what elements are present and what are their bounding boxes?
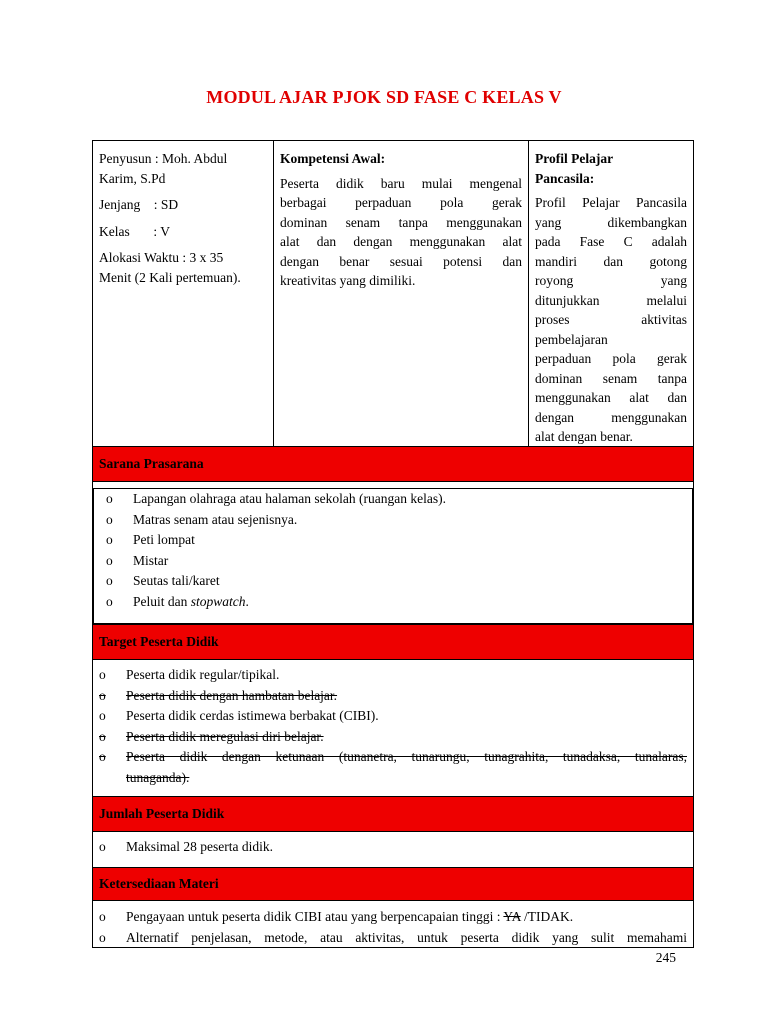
list-item: o Pengayaan untuk peserta didik CIBI atau yang berpencapaian tinggi : YA /TIDAK. (99, 909, 574, 924)
document-title: MODUL AJAR PJOK SD FASE C KELAS V (206, 87, 562, 107)
material-availability-list (93, 907, 693, 948)
student-count-list (93, 837, 693, 867)
class: Kelas : V (99, 223, 170, 239)
level: Jenjang : SD (99, 197, 179, 212)
list-item-struck: o Peserta didik dengan ketunaan (tunanetra, tunarungu, tunagrahita, tunadaksa, tunalaras, tunaganda). (99, 749, 687, 785)
list-item: o Alternatif penjelasan, metode, atau aktivitas, untuk peserta didik yang sulit memahami (99, 929, 687, 945)
pancasila-profile-text: Profil Pelajar Pancasila yang dikembangkan pada Fase C adalah mandiri dan gotong royong yang ditunjukkan melalui proses aktivitas pembelajaran perpaduan pola gerak dominan senam tanpa menggunakan alat dan dengan menggunakan alat dengan benar. (535, 195, 687, 444)
list-item: o Mistar (106, 552, 169, 568)
list-item: o Matras senam atau sejenisnya. (106, 511, 298, 527)
list-item: o Peserta didik cerdas istimewa berbakat (CIBI). (99, 708, 379, 723)
facilities-header: Sarana Prasarana (93, 446, 693, 482)
identity-row (93, 141, 693, 446)
facilities-list-box (93, 488, 693, 624)
list-item: o Peti lompat (106, 532, 195, 547)
material-availability-header: Ketersediaan Materi (93, 867, 693, 901)
list-item-struck: o Peserta didik meregulasi diri belajar. (99, 728, 324, 744)
pancasila-profile-heading: Profil Pelajar Pancasila: (535, 151, 614, 186)
list-item: o Lapangan olahraga atau halaman sekolah (ruangan kelas). (106, 491, 446, 506)
target-students-list (93, 665, 693, 795)
author: Penyusun : Moh. Abdul Karim, S.Pd (99, 151, 228, 186)
initial-competence-heading: Kompetensi Awal: (280, 151, 386, 166)
list-item-struck: o Peserta didik dengan hambatan belajar. (99, 687, 338, 703)
initial-competence-column (274, 141, 529, 446)
list-item: o Seutas tali/karet (106, 573, 220, 588)
student-count-header: Jumlah Peserta Didik (93, 796, 693, 832)
target-students-header: Target Peserta Didik (93, 624, 693, 660)
initial-competence-text: Peserta didik baru mulai mengenal berbagai perpaduan pola gerak dominan senam tanpa menggunakan alat dan dengan menggunakan alat dengan benar sesuai potensi dan kreativitas yang dimiliki. (280, 175, 522, 288)
module-table (92, 140, 694, 948)
list-item: o Maksimal 28 peserta didik. (99, 839, 273, 854)
list-item: o Peserta didik regular/tipikal. (99, 667, 280, 682)
pancasila-profile-column (529, 141, 693, 446)
identity-column (93, 141, 274, 446)
list-item: o Peluit dan stopwatch. (106, 593, 249, 609)
time-allocation: Alokasi Waktu : 3 x 35 Menit (2 Kali pertemuan). (99, 250, 241, 285)
page-number: 245 (655, 950, 676, 965)
